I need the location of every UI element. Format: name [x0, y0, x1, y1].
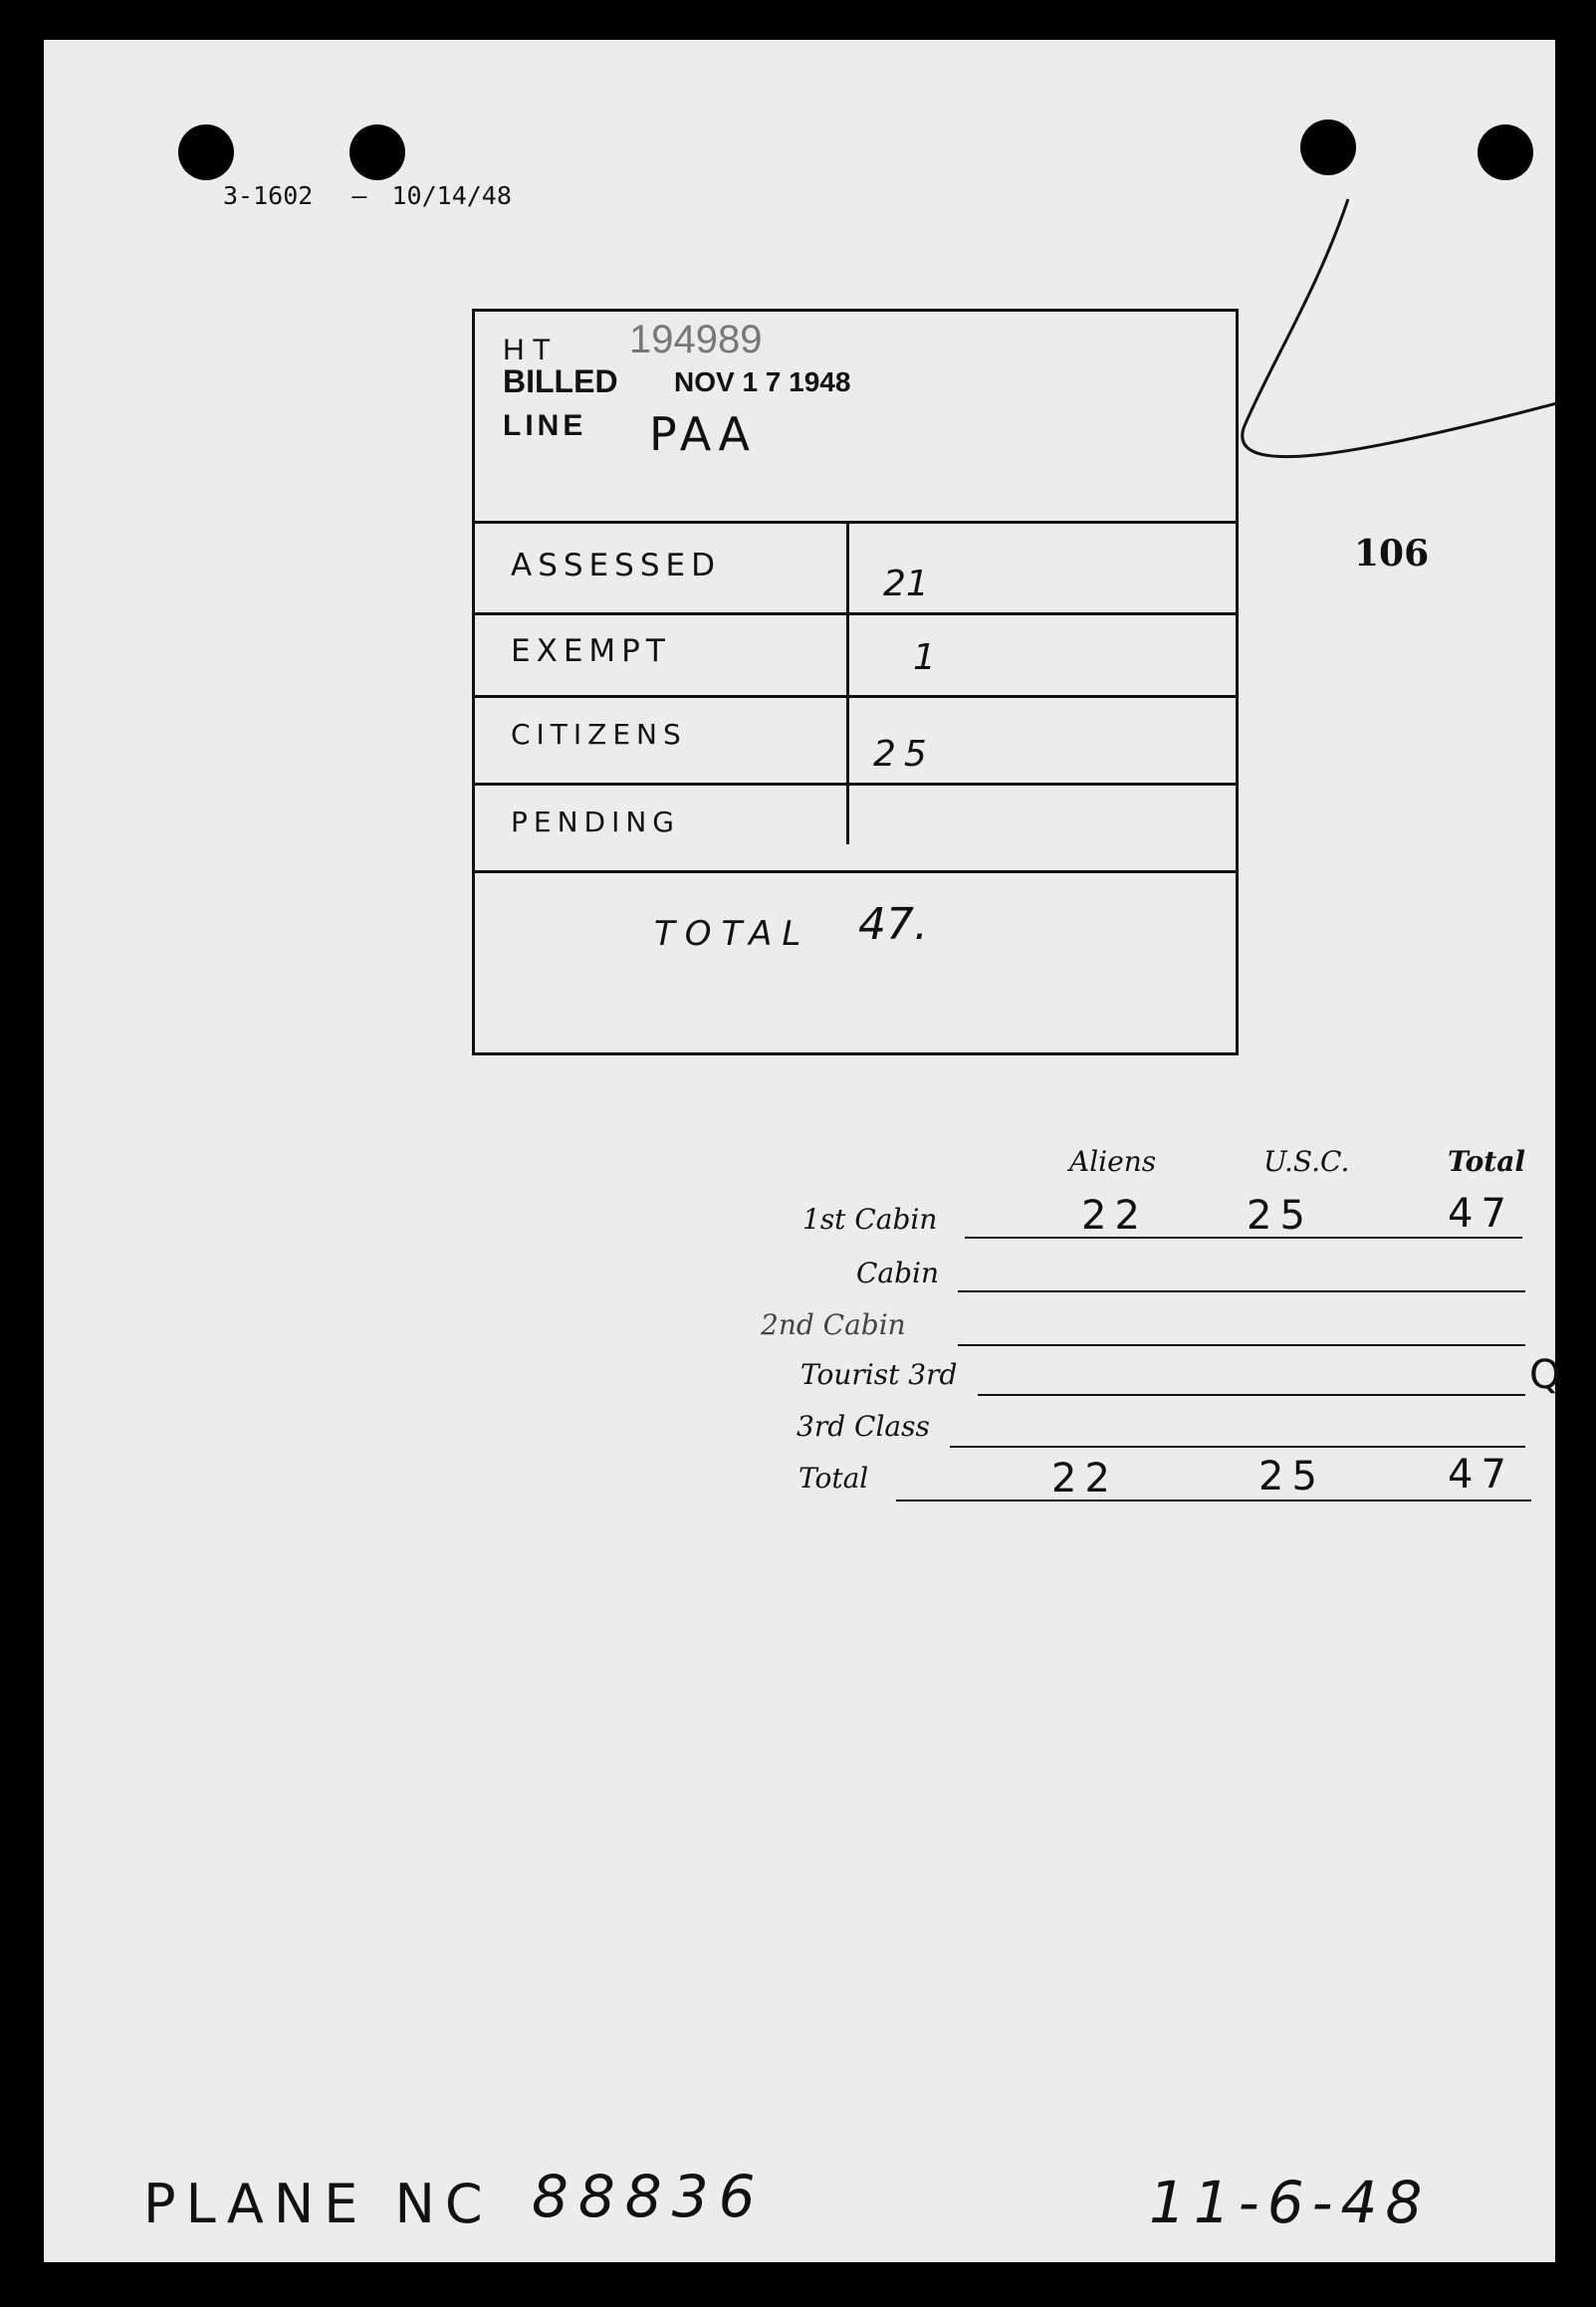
plane-label: PLANE NC — [143, 2173, 493, 2235]
box-divider — [846, 524, 849, 844]
box-header — [475, 312, 1236, 524]
ref-number: 3-1602 — [223, 181, 314, 210]
row-usc-1st-cabin: 25 — [1247, 1193, 1313, 1239]
row-label-1st-cabin: 1st Cabin — [802, 1203, 938, 1236]
punch-hole-4 — [1478, 124, 1533, 180]
row-line-tourist-3rd — [978, 1394, 1525, 1396]
exempt-value: 1 — [913, 637, 936, 678]
row-line-1st-cabin — [965, 1237, 1522, 1239]
assessment-box — [472, 309, 1239, 1055]
citizens-row — [475, 698, 1236, 786]
row-usc-total: 25 — [1258, 1454, 1325, 1500]
assessed-value: 21 — [883, 564, 929, 604]
ref-date: 10/14/48 — [391, 181, 512, 210]
row-line-total — [896, 1500, 1531, 1501]
row-aliens-total: 22 — [1051, 1456, 1118, 1501]
pending-row — [475, 786, 1236, 873]
pen-stroke-mark — [1229, 189, 1557, 488]
punch-hole-1 — [178, 124, 234, 180]
margin-mark: Q — [1529, 1352, 1561, 1398]
citizens-label: CITIZENS — [511, 718, 687, 751]
row-label-2nd-cabin: 2nd Cabin — [761, 1308, 906, 1341]
row-label-cabin: Cabin — [856, 1257, 940, 1289]
row-total-1st-cabin: 47 — [1448, 1191, 1514, 1237]
citizens-value: 25 — [873, 734, 935, 775]
col-usc: U.S.C. — [1263, 1145, 1350, 1178]
exempt-row — [475, 615, 1236, 698]
punch-hole-3 — [1300, 119, 1356, 175]
ht-number: 194989 — [629, 318, 763, 361]
billed-date: NOV 1 7 1948 — [674, 366, 851, 397]
line-value: PAA — [649, 407, 757, 461]
row-line-2nd-cabin — [958, 1344, 1525, 1346]
row-label-total: Total — [798, 1462, 869, 1495]
billed-label: BILLED — [503, 363, 618, 399]
assessed-row — [475, 524, 1236, 615]
row-line-cabin — [958, 1290, 1525, 1292]
footer-date: 11-6-48 — [1149, 2169, 1431, 2236]
col-aliens: Aliens — [1069, 1145, 1157, 1178]
assessed-label: ASSESSED — [511, 548, 721, 583]
ht-label: HT — [503, 334, 559, 366]
pending-label: PENDING — [511, 806, 680, 838]
total-label: TOTAL — [654, 914, 811, 954]
col-total: Total — [1448, 1145, 1526, 1178]
punch-hole-2 — [349, 124, 405, 180]
page-number: 106 — [1354, 533, 1430, 575]
plane-number: 88836 — [532, 2163, 766, 2230]
reference-line — [223, 181, 512, 210]
total-value: 47. — [858, 899, 928, 950]
exempt-label: EXEMPT — [511, 633, 671, 669]
row-total-total: 47 — [1448, 1452, 1514, 1498]
row-aliens-1st-cabin: 22 — [1081, 1193, 1148, 1239]
row-line-3rd-class — [950, 1446, 1525, 1448]
ref-dash: — — [351, 181, 367, 210]
row-label-3rd-class: 3rd Class — [797, 1410, 930, 1443]
document-page — [44, 40, 1561, 2262]
row-label-tourist-3rd: Tourist 3rd — [800, 1358, 958, 1391]
class-table — [761, 1145, 1561, 1523]
line-label: LINE — [503, 409, 587, 442]
